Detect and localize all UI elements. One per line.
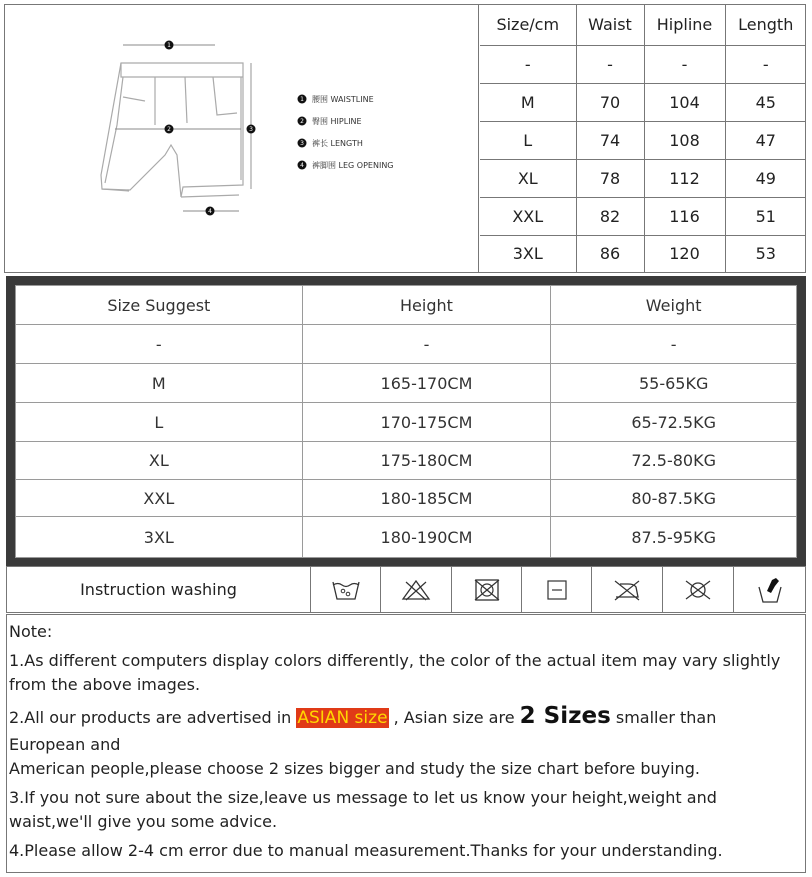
no-tumble-dry-icon bbox=[452, 567, 522, 612]
table-row bbox=[16, 517, 797, 558]
table-cell: - bbox=[551, 325, 797, 364]
table-cell: 180-185CM bbox=[302, 480, 551, 517]
table-cell: - bbox=[302, 325, 551, 364]
table-cell: 104 bbox=[644, 83, 725, 121]
table-header-row bbox=[16, 286, 797, 325]
table-cell: - bbox=[480, 45, 576, 83]
no-dry-clean-icon bbox=[663, 567, 734, 612]
table-cell: XXL bbox=[16, 480, 303, 517]
table-cell: 116 bbox=[644, 197, 725, 235]
no-iron-icon bbox=[592, 567, 663, 612]
note-1-line-2: from the above images. bbox=[9, 675, 201, 694]
svg-text:2: 2 bbox=[300, 118, 304, 125]
legend-waistline: 腰围 WAISTLINE bbox=[312, 95, 374, 104]
note-3-line-1: 3.If you not sure about the size,leave us message to let us know your height,weight and bbox=[9, 788, 717, 807]
size-suggest-table bbox=[15, 285, 797, 558]
table-row bbox=[480, 197, 806, 235]
header-length: Length bbox=[725, 5, 806, 45]
table-cell: L bbox=[16, 403, 303, 442]
size-chart-section bbox=[4, 4, 806, 273]
svg-text:4: 4 bbox=[208, 208, 212, 215]
note-4: 4.Please allow 2-4 cm error due to manual measurement.Thanks for your understanding. bbox=[9, 841, 723, 860]
header-waist: Waist bbox=[576, 5, 644, 45]
table-cell: - bbox=[16, 325, 303, 364]
table-cell: - bbox=[576, 45, 644, 83]
svg-text:4: 4 bbox=[300, 162, 304, 169]
legend-length: 裤长 LENGTH bbox=[312, 139, 363, 148]
no-bleach-icon bbox=[381, 567, 452, 612]
table-cell: 74 bbox=[576, 121, 644, 159]
note-3-line-2: waist,we'll give you some advice. bbox=[9, 812, 278, 831]
asian-size-highlight: ASIAN size bbox=[297, 708, 388, 728]
table-cell: 49 bbox=[725, 159, 806, 197]
table-cell: 45 bbox=[725, 83, 806, 121]
svg-text:2: 2 bbox=[167, 126, 171, 133]
note-2-text: 2.All our products are advertised in bbox=[9, 708, 297, 727]
note-2-text: , Asian size are bbox=[388, 708, 520, 727]
table-cell: 180-190CM bbox=[302, 517, 551, 558]
table-cell: 53 bbox=[725, 235, 806, 272]
table-cell: 3XL bbox=[480, 235, 576, 272]
note-1-line-1: 1.As different computers display colors differently, the color of the actual item may vary slightly bbox=[9, 651, 781, 670]
header-hipline: Hipline bbox=[644, 5, 725, 45]
table-cell: 51 bbox=[725, 197, 806, 235]
table-cell: 112 bbox=[644, 159, 725, 197]
table-cell: 65-72.5KG bbox=[551, 403, 797, 442]
header-size: Size/cm bbox=[480, 5, 576, 45]
table-cell: - bbox=[725, 45, 806, 83]
wash-30-icon bbox=[311, 567, 381, 612]
table-cell: 80-87.5KG bbox=[551, 480, 797, 517]
legend-leg-opening: 裤脚围 LEG OPENING bbox=[312, 161, 394, 170]
table-row bbox=[480, 159, 806, 197]
note-2-line-1 bbox=[9, 704, 716, 730]
table-row bbox=[16, 442, 797, 480]
table-cell: 47 bbox=[725, 121, 806, 159]
svg-text:1: 1 bbox=[167, 42, 171, 49]
header-size-suggest: Size Suggest bbox=[16, 286, 303, 325]
legend-hipline: 臀围 HIPLINE bbox=[312, 117, 362, 126]
table-cell: XXL bbox=[480, 197, 576, 235]
table-cell: XL bbox=[480, 159, 576, 197]
flat-dry-icon bbox=[522, 567, 592, 612]
header-height: Height bbox=[302, 286, 551, 325]
table-cell: L bbox=[480, 121, 576, 159]
table-cell: XL bbox=[16, 442, 303, 480]
table-cell: 108 bbox=[644, 121, 725, 159]
header-weight: Weight bbox=[551, 286, 797, 325]
shorts-diagram bbox=[5, 5, 479, 272]
svg-text:1: 1 bbox=[300, 96, 304, 103]
table-cell: 82 bbox=[576, 197, 644, 235]
size-measurement-table bbox=[480, 5, 806, 272]
notes-section bbox=[6, 614, 806, 873]
svg-text:3: 3 bbox=[300, 140, 304, 147]
table-cell: 72.5-80KG bbox=[551, 442, 797, 480]
table-row bbox=[16, 403, 797, 442]
shorts-measurement-illustration bbox=[5, 5, 479, 272]
table-cell: 86 bbox=[576, 235, 644, 272]
svg-text:3: 3 bbox=[249, 126, 253, 133]
hand-wash-icon bbox=[734, 567, 805, 612]
table-cell: 87.5-95KG bbox=[551, 517, 797, 558]
table-row bbox=[480, 83, 806, 121]
table-cell: 165-170CM bbox=[302, 364, 551, 403]
table-row bbox=[480, 121, 806, 159]
table-cell: 170-175CM bbox=[302, 403, 551, 442]
note-2-line-2: European and bbox=[9, 735, 121, 754]
table-row bbox=[16, 480, 797, 517]
washing-label: Instruction washing bbox=[7, 567, 311, 612]
table-row bbox=[16, 364, 797, 403]
size-suggest-frame bbox=[6, 276, 806, 566]
table-cell: M bbox=[16, 364, 303, 403]
table-row bbox=[16, 325, 797, 364]
table-cell: - bbox=[644, 45, 725, 83]
table-row bbox=[480, 45, 806, 83]
note-2-line-3: American people,please choose 2 sizes bigger and study the size chart before buying. bbox=[9, 759, 700, 778]
notes-title: Note: bbox=[9, 622, 53, 641]
washing-instructions bbox=[6, 566, 806, 613]
table-cell: 55-65KG bbox=[551, 364, 797, 403]
table-cell: 70 bbox=[576, 83, 644, 121]
table-header-row bbox=[480, 5, 806, 45]
table-cell: 175-180CM bbox=[302, 442, 551, 480]
note-2-text: smaller than bbox=[610, 708, 717, 727]
table-cell: 120 bbox=[644, 235, 725, 272]
table-cell: M bbox=[480, 83, 576, 121]
table-cell: 78 bbox=[576, 159, 644, 197]
table-cell: 3XL bbox=[16, 517, 303, 558]
table-row bbox=[480, 235, 806, 272]
two-sizes-emphasis: 2 Sizes bbox=[519, 703, 611, 729]
